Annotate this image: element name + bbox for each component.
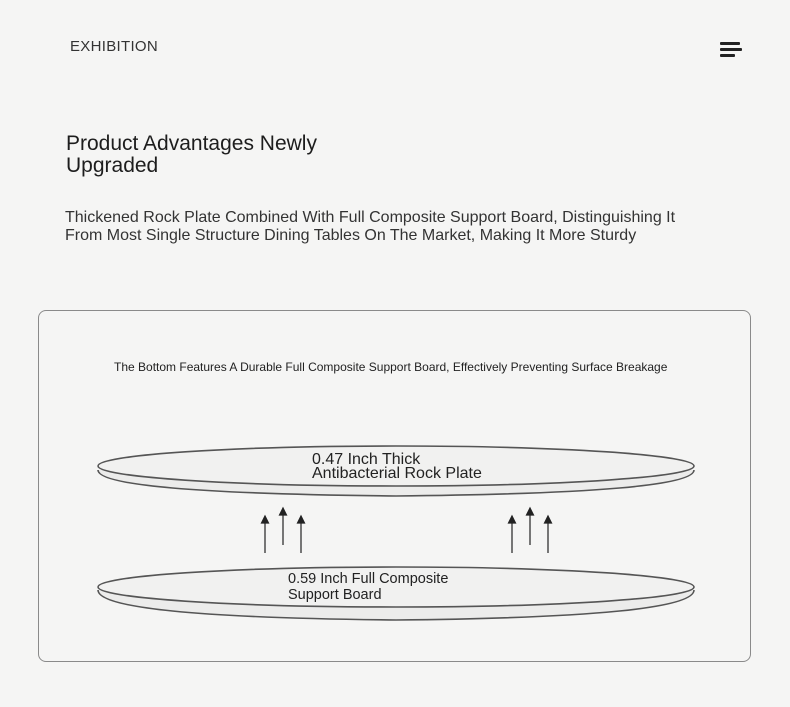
diagram-caption: The Bottom Features A Durable Full Composite Support Board, Effectively Preventing Surface Breakage <box>114 360 668 374</box>
support-board-label-line1: 0.59 Inch Full Composite <box>288 571 449 587</box>
section-heading: Product Advantages Newly Upgraded <box>66 132 317 177</box>
up-arrow-icon <box>262 508 305 553</box>
rock-plate-label-line2: Antibacterial Rock Plate <box>312 465 482 482</box>
support-board-label <box>288 571 448 603</box>
rock-plate-label <box>312 453 482 481</box>
section-description: Thickened Rock Plate Combined With Full Composite Support Board, Distinguishing It From Most Single Structure Dining Tables On The Market, Making It More Sturdy <box>65 209 676 244</box>
up-arrow-icon <box>509 508 552 553</box>
nav-title[interactable]: EXHIBITION <box>70 38 159 55</box>
support-board-label-line2: Support Board <box>288 587 382 603</box>
rock-plate-label-line1: 0.47 Inch Thick <box>312 451 421 468</box>
